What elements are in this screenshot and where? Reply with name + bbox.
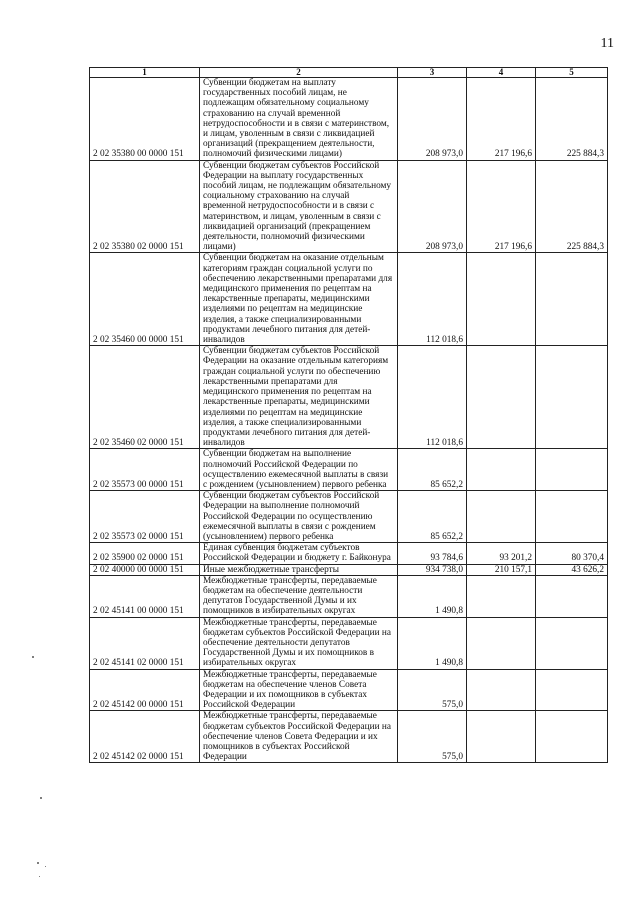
page-number: 11	[600, 36, 614, 51]
cell-value-col4	[467, 346, 536, 449]
table-row	[90, 617, 608, 669]
cell-code: 2 02 45142 02 0000 151	[90, 711, 200, 763]
cell-code: 2 02 35380 00 0000 151	[90, 78, 200, 161]
header-col-3: 3	[398, 68, 467, 78]
cell-name: Субвенции бюджетам субъектов Российской Федерации на оказание отдельным категориям граждан социальной услуги по обеспечению лекарственными препаратами для медицинского применения по рецептам на лекарственные препараты, медицинскими изделиями по рецептам на медицинские изделия, а также специализированными продуктами лечебного питания для детей-инвалидов	[200, 346, 398, 449]
cell-value-col3: 934 738,0	[398, 564, 467, 575]
cell-value-col5	[536, 617, 608, 669]
cell-value-col3: 112 018,6	[398, 346, 467, 449]
cell-name: Межбюджетные трансферты, передаваемые бюджетам субъектов Российской Федерации на обеспечение членов Совета Федерации и их помощников в субъектах Российской Федерации	[200, 711, 398, 763]
cell-value-col3: 85 652,2	[398, 449, 467, 491]
cell-code: 2 02 35573 00 0000 151	[90, 449, 200, 491]
cell-value-col4	[467, 617, 536, 669]
table-row	[90, 575, 608, 617]
cell-value-col3: 93 784,6	[398, 543, 467, 564]
header-col-4: 4	[467, 68, 536, 78]
scan-speck	[45, 866, 46, 867]
cell-value-col5	[536, 346, 608, 449]
table-row	[90, 669, 608, 711]
cell-value-col5	[536, 711, 608, 763]
cell-value-col4	[467, 449, 536, 491]
table-header-row	[90, 68, 608, 78]
cell-value-col4: 217 196,6	[467, 160, 536, 253]
cell-value-col4	[467, 711, 536, 763]
cell-value-col4	[467, 669, 536, 711]
header-col-1: 1	[90, 68, 200, 78]
table-row	[90, 78, 608, 161]
cell-name: Иные межбюджетные трансферты	[200, 564, 398, 575]
cell-code: 2 02 35460 00 0000 151	[90, 253, 200, 346]
cell-code: 2 02 40000 00 0000 151	[90, 564, 200, 575]
cell-name: Субвенции бюджетам на оказание отдельным категориям граждан социальной услуги по обеспечению лекарственными препаратами для медицинского применения по рецептам на лекарственные препараты, медицинскими изделиями по рецептам на медицинские изделия, а также специализированными продуктами лечебного питания для детей-инвалидов	[200, 253, 398, 346]
cell-value-col4	[467, 253, 536, 346]
scan-speck	[32, 656, 34, 658]
cell-value-col3: 112 018,6	[398, 253, 467, 346]
cell-value-col3: 208 973,0	[398, 78, 467, 161]
cell-code: 2 02 35573 02 0000 151	[90, 491, 200, 543]
header-col-5: 5	[536, 68, 608, 78]
header-col-2: 2	[200, 68, 398, 78]
cell-code: 2 02 35900 02 0000 151	[90, 543, 200, 564]
cell-value-col3: 575,0	[398, 669, 467, 711]
cell-name: Субвенции бюджетам субъектов Российской Федерации на выполнение полномочий Российской Федерации по осуществлению ежемесячной выплаты в связи с рождением (усыновлением) первого ребенка	[200, 491, 398, 543]
scan-speck	[37, 862, 39, 864]
table-row	[90, 253, 608, 346]
cell-name: Субвенции бюджетам субъектов Российской Федерации на выплату государственных пособий лицам, не подлежащим обязательному социальному страхованию на случай временной нетрудоспособности и в связи с материнством, и лицам, уволенным в связи с ликвидацией организаций (прекращением деятельности, полномочий физическими лицами)	[200, 160, 398, 253]
cell-code: 2 02 35460 02 0000 151	[90, 346, 200, 449]
cell-value-col3: 575,0	[398, 711, 467, 763]
table-row	[90, 491, 608, 543]
cell-code: 2 02 45142 00 0000 151	[90, 669, 200, 711]
cell-value-col5: 43 626,2	[536, 564, 608, 575]
cell-value-col5	[536, 491, 608, 543]
cell-value-col3: 208 973,0	[398, 160, 467, 253]
cell-value-col5	[536, 669, 608, 711]
cell-value-col5: 80 370,4	[536, 543, 608, 564]
table-row	[90, 160, 608, 253]
table-row	[90, 449, 608, 491]
scan-speck	[39, 876, 40, 877]
cell-value-col4: 93 201,2	[467, 543, 536, 564]
cell-code: 2 02 45141 02 0000 151	[90, 617, 200, 669]
cell-code: 2 02 35380 02 0000 151	[90, 160, 200, 253]
cell-value-col4: 217 196,6	[467, 78, 536, 161]
budget-revenue-table	[89, 67, 608, 763]
cell-code: 2 02 45141 00 0000 151	[90, 575, 200, 617]
cell-name: Субвенции бюджетам на выплату государственных пособий лицам, не подлежащим обязательному социальному страхованию на случай временной нетрудоспособности и в связи с материнством, и лицам, уволенным в связи с ликвидацией организаций (прекращением деятельности, полномочий физическими лицами)	[200, 78, 398, 161]
cell-name: Межбюджетные трансферты, передаваемые бюджетам на обеспечение членов Совета Федерации и их помощников в субъектах Российской Федерации	[200, 669, 398, 711]
cell-value-col4: 210 157,1	[467, 564, 536, 575]
cell-value-col4	[467, 491, 536, 543]
cell-name: Единая субвенция бюджетам субъектов Российской Федерации и бюджету г. Байконура	[200, 543, 398, 564]
cell-value-col3: 1 490,8	[398, 575, 467, 617]
table-body	[90, 78, 608, 763]
cell-value-col3: 1 490,8	[398, 617, 467, 669]
cell-value-col5	[536, 253, 608, 346]
cell-value-col5	[536, 449, 608, 491]
cell-name: Субвенции бюджетам на выполнение полномочий Российской Федерации по осуществлению ежемесячной выплаты в связи с рождением (усыновлением) первого ребенка	[200, 449, 398, 491]
table-row	[90, 543, 608, 564]
scan-speck	[40, 797, 42, 799]
cell-name: Межбюджетные трансферты, передаваемые бюджетам на обеспечение деятельности депутатов Государственной Думы и их помощников в избирательных округах	[200, 575, 398, 617]
cell-value-col5	[536, 575, 608, 617]
cell-value-col5: 225 884,3	[536, 78, 608, 161]
cell-value-col4	[467, 575, 536, 617]
table-row	[90, 564, 608, 575]
cell-name: Межбюджетные трансферты, передаваемые бюджетам субъектов Российской Федерации на обеспечение деятельности депутатов Государственной Думы и их помощников в избирательных округах	[200, 617, 398, 669]
cell-value-col3: 85 652,2	[398, 491, 467, 543]
cell-value-col5: 225 884,3	[536, 160, 608, 253]
table-row	[90, 711, 608, 763]
table-row	[90, 346, 608, 449]
